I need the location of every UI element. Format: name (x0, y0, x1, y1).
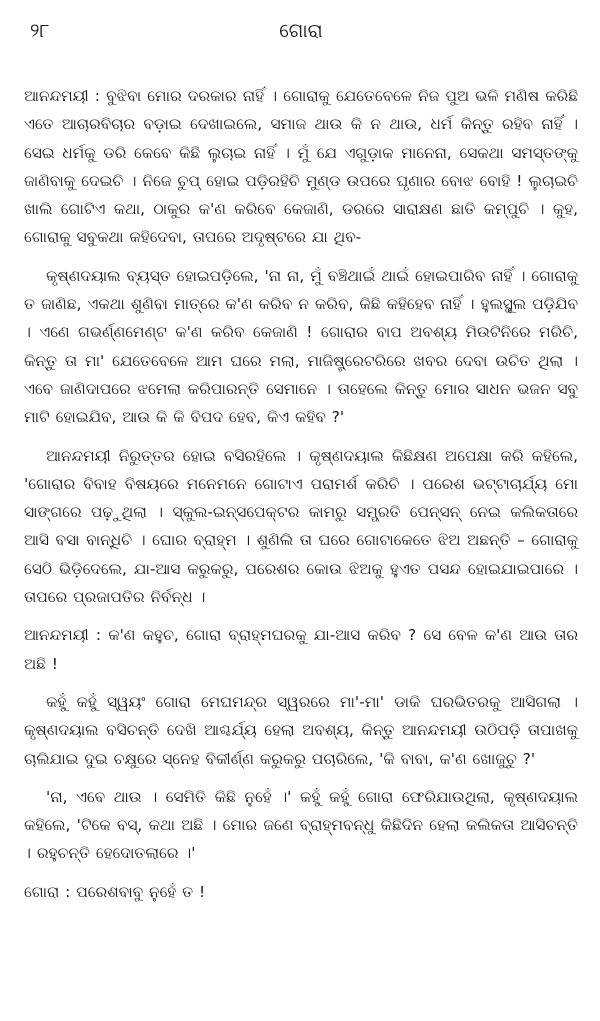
paragraph: କୃଷ୍ଣଦୟାଲ ବ୍ୟସ୍ତ ହୋଇପଡ଼ିଲେ, 'ନା ନା, ମୁଁ ବଞ୍ଚିଥାଇଁ ଥାଇଁ ହୋଇପାରିବ ନାହିଁ । ଗୋରାକୁ ତ ଜାଣିଛ, ଏକଥା ଶୁଣିବା ମାତ୍ରେ କ'ଣ କରିବ ନ କରିବ, କିଛି କହିହେବ ନାହିଁ । ହୁଲସ୍ଥୂଲ ପଡ଼ିଯିବ । ଏଣେ ଗଭର୍ଣ୍ଣମେଣ୍ଟ କ'ଣ କରିବ କେଜାଣି ! ଗୋରାର ବାପ ଅବଶ୍ୟ ମିଉଟିନିରେ ମରିଚି, କିନ୍ତୁ ତା ମା' ଯେତେବେଳେ ଆମ ଘରେ ମଲା, ମାଜିଷ୍ଟ୍ରେଟରିରେ ଖବର ଦେବା ଉଚିତ ଥିଲା । ଏବେ ଜାଣିଦାପରେ ଝମେଲା କରିପାରନ୍ତି ସେମାନେ । ତାହେଲେ କିନ୍ତୁ ମୋର ସାଧନ ଭଜନ ସବୁ ମାଟି ହୋଇଯିବ, ଆଉ କି କି ବିପଦ ହେବ, କିଏ କହିବ ?' (24, 266, 578, 427)
paragraph: 'ନା, ଏବେ ଥାଉ । ସେମିତି କିଛି ନୁହେଁ ।' କହୁଁ କହୁଁ ଗୋରା ଫେରିଯାଉଥିଲା, କୃଷ୍ଣଦୟାଲ କହିଲେ, 'ଟିକେ ବସ୍, କଥା ଅଛି । ମୋର ଜଣେ ବ୍ରାହ୍ମବନ୍ଧୁ କିଛିଦିନ ହେଲା କଲିକତା ଆସିଚନ୍ତି । ରହୁଚନ୍ତି ହେଦୋତଲାରେ ।' (24, 787, 578, 863)
paragraph: ଗୋରା : ପରେଶବାବୁ ନୁହେଁ ତ ! (24, 882, 206, 901)
paragraph: ଆନନ୍ଦମୟୀ : ବୁଝିବା ମୋର ଦରକାର ନାହିଁ । ଗୋରାକୁ ଯେତେବେଳେ ନିଜ ପୁଅ ଭଳି ମଣିଷ କରିଛି ଏତେ ଆଚାରବିଚାର ବଡ଼ାଇ ଦେଖାଇଲେ, ସମାଜ ଥାଉ କି ନ ଥାଉ, ଧର୍ମ କିନ୍ତୁ ରହିବ ନାହିଁ । ସେଇ ଧର୍ମକୁ ଡରି କେବେ କିଛି ଲୁଚାଇ ନାହିଁ । ମୁଁ ଯେ ଏଗୁଡ଼ାକ ମାନେନା, ସେକଥା ସମସ୍ତଙ୍କୁ ଜାଣିବାକୁ ଦେଇଚି । ନିଜେ ଚୁପ୍ ହୋଇ ପଡ଼ିରହିଚି ମୁଣ୍ଡ ଉପରେ ଘୃଣାର ବୋଝ ବୋହି ! ଲୁଚାଇଚି ଖାଲି ଗୋଟିଏ କଥା, ଠାକୁର କ'ଣ କରିବେ କେଜାଣି, ଡରରେ ସାରାକ୍ଷଣ ଛାତି କମ୍ପୁଚି । କୁହ, ଗୋରାକୁ ସବୁକଥା କହିଦେବା, ତାପରେ ଅଦୃଷ୍ଟରେ ଯା ଥିବ- (24, 87, 578, 247)
paragraph: ଆନନ୍ଦମୟୀ ନିରୁତ୍ତର ହୋଇ ବସିରହିଲେ । କୃଷ୍ଣଦୟାଲ କିଛିକ୍ଷଣ ଅପେକ୍ଷା କରି କହିଲେ, 'ଗୋରାର ବିବାହ ବିଷୟରେ ମନେମନେ ଗୋଟାଏ ପରାମର୍ଶ କରିଚି । ପରେଶ ଭଟ୍ଟାଚାର୍ଯ୍ୟ ମୋ ସାଙ୍ଗରେ ପଢ଼ୁଥିଲା । ସ୍କୁଲ-ଇନ୍ସପେକ୍ଟର କାମରୁ ସମ୍ପ୍ରତି ପେନ୍ସନ୍ ନେଇ କଲିକତାରେ ଆସି ବସା ବାନ୍ଧିଚି । ଘୋର ବ୍ରାହ୍ମ । ଶୁଣିଲି ତା ଘରେ ଗୋଟାକେତେ ଝିଅ ଅଛନ୍ତି – ଗୋରାକୁ ସେଠି ଭିଡ଼ିଦେଲେ, ଯା-ଆସ କରୁକରୁ, ପରେଶର କୋଉ ଝିଅକୁ ହୁଏତ ପସନ୍ଦ ହୋଇଯାଇପାରେ । ତାପରେ ପ୍ରଜାପତିର ନିର୍ବନ୍ଧ । (24, 446, 578, 607)
page-header (24, 14, 578, 54)
running-title: ଗୋରା (279, 20, 323, 42)
page-number: ୨୮ (30, 20, 50, 42)
body-text (24, 82, 578, 906)
paragraph: କହୁଁ କହୁଁ ସ୍ୱୟଂ ଗୋରା ମେଘମନ୍ଦ୍ର ସ୍ୱରରେ ମା'-ମା' ଡାକି ଘରଭିତରକୁ ଆସିଗଲା । କୃଷ୍ଣଦୟାଲ ବସିଚନ୍ତି ଦେଖି ଆଶ୍ଚର୍ଯ୍ୟ ହେଲା ଅବଶ୍ୟ, କିନ୍ତୁ ଆନନ୍ଦମୟୀ ଉଠିପଡ଼ି ତାପାଖକୁ ଚାଲିଯାଇ ଦୁଇ ଚକ୍ଷୁରେ ସ୍ନେହ ବିକୀର୍ଣ୍ଣ କରୁକରୁ ପଚାରିଲେ, 'କି ବାବା, କ'ଣ ଖୋଜୁଚୁ ?' (24, 692, 578, 768)
paragraph: ଆନନ୍ଦମୟୀ : କ'ଣ କହୁଚ, ଗୋରା ବ୍ରାହ୍ମଘରକୁ ଯା-ଆସ କରିବ ? ସେ ବେଳ କ'ଣ ଆଉ ତାର ଅଛି ! (24, 626, 578, 673)
